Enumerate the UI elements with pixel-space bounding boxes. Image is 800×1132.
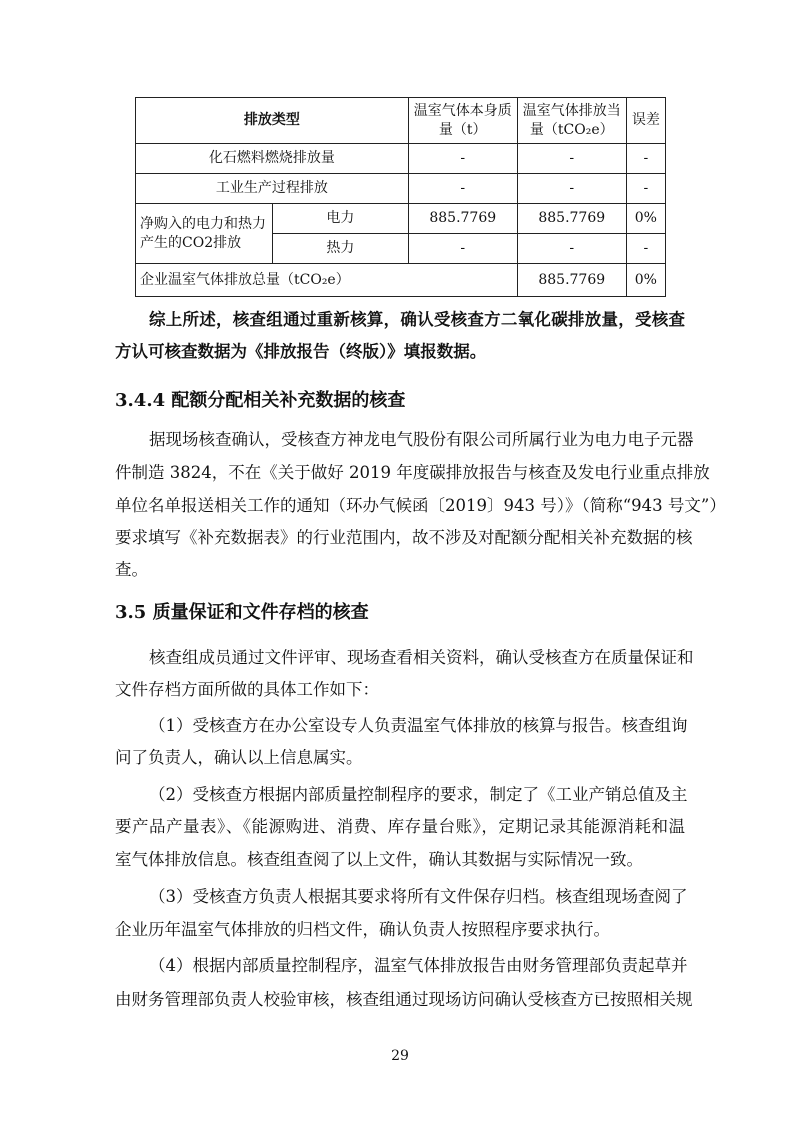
cell-mass: 885.7769: [408, 204, 517, 234]
paragraph-line: 查。: [115, 560, 148, 579]
table-row: [136, 144, 666, 174]
row-group-label: 净购入的电力和热力产生的CO2排放: [136, 204, 273, 264]
list-item-line: （3）受核查方负责人根据其要求将所有文件保存归档。核查组现场查阅了: [149, 887, 688, 906]
row-label: 企业温室气体排放总量（tCO₂e）: [136, 264, 518, 297]
cell-err: -: [626, 144, 665, 174]
section-heading-3-4-4: 3.4.4 配额分配相关补充数据的核查: [115, 390, 406, 411]
section-heading-3-5: 3.5 质量保证和文件存档的核查: [115, 602, 369, 623]
cell-err: -: [626, 234, 665, 264]
list-item-line: （1）受核查方在办公室设专人负责温室气体排放的核算与报告。核查组询: [149, 716, 688, 735]
summary-line: 综上所述，核查组通过重新核算，确认受核查方二氧化碳排放量，受核查: [149, 310, 685, 329]
cell-mass: -: [408, 174, 517, 204]
list-item-line: （4）根据内部质量控制程序，温室气体排放报告由财务管理部负责起草并: [149, 956, 688, 975]
table-row-total: [136, 264, 666, 297]
row-label: 工业生产过程排放: [136, 174, 409, 204]
header-mass: 温室气体本身质量（t）: [408, 98, 517, 144]
row-label: 化石燃料燃烧排放量: [136, 144, 409, 174]
table-row: [136, 204, 666, 234]
cell-mass: -: [408, 144, 517, 174]
list-item-line: 问了负责人，确认以上信息属实。: [115, 748, 363, 767]
list-item-line: 由财务管理部负责人校验审核，核查组通过现场访问确认受核查方已按照相关规: [115, 990, 693, 1009]
cell-err: -: [626, 174, 665, 204]
list-item-line: 室气体排放信息。核查组查阅了以上文件，确认其数据与实际情况一致。: [115, 850, 643, 869]
paragraph-line: 要求填写《补充数据表》的行业范围内，故不涉及对配额分配相关补充数据的核: [115, 528, 693, 547]
header-equivalent: 温室气体排放当量（tCO₂e）: [517, 98, 626, 144]
cell-eq: 885.7769: [517, 264, 626, 297]
list-item-line: （2）受核查方根据内部质量控制程序的要求，制定了《工业产销总值及主: [149, 785, 688, 804]
paragraph-line: 件制造 3824，不在《关于做好 2019 年度碳排放报告与核查及发电行业重点排放: [115, 463, 710, 482]
list-item-line: 企业历年温室气体排放的归档文件，确认负责人按照程序要求执行。: [115, 920, 610, 939]
cell-eq: -: [517, 234, 626, 264]
paragraph-line: 文件存档方面所做的具体工作如下：: [115, 680, 379, 699]
header-type: 排放类型: [136, 98, 409, 144]
row-label: 热力: [273, 234, 409, 264]
paragraph-line: 单位名单报送相关工作的通知（环办气候函〔2019〕943 号）》（简称“943 号文”）: [115, 496, 726, 515]
cell-eq: -: [517, 174, 626, 204]
paragraph-line: 据现场核查确认，受核查方神龙电气股份有限公司所属行业为电力电子元器: [149, 430, 694, 449]
header-error: 误差: [626, 98, 665, 144]
cell-mass: -: [408, 234, 517, 264]
row-label: 电力: [273, 204, 409, 234]
summary-line: 方认可核查数据为《排放报告（终版）》填报数据。: [115, 342, 487, 361]
page-number: 29: [391, 1048, 409, 1064]
emission-table: [135, 97, 666, 297]
list-item-line: 要产品产量表》、《能源购进、消费、库存量台账》，定期记录其能源消耗和温: [115, 817, 685, 836]
cell-err: 0%: [626, 204, 665, 234]
table-header-row: [136, 98, 666, 144]
cell-err: 0%: [626, 264, 665, 297]
table-row: [136, 174, 666, 204]
cell-eq: -: [517, 144, 626, 174]
cell-eq: 885.7769: [517, 204, 626, 234]
paragraph-line: 核查组成员通过文件评审、现场查看相关资料，确认受核查方在质量保证和: [149, 648, 694, 667]
